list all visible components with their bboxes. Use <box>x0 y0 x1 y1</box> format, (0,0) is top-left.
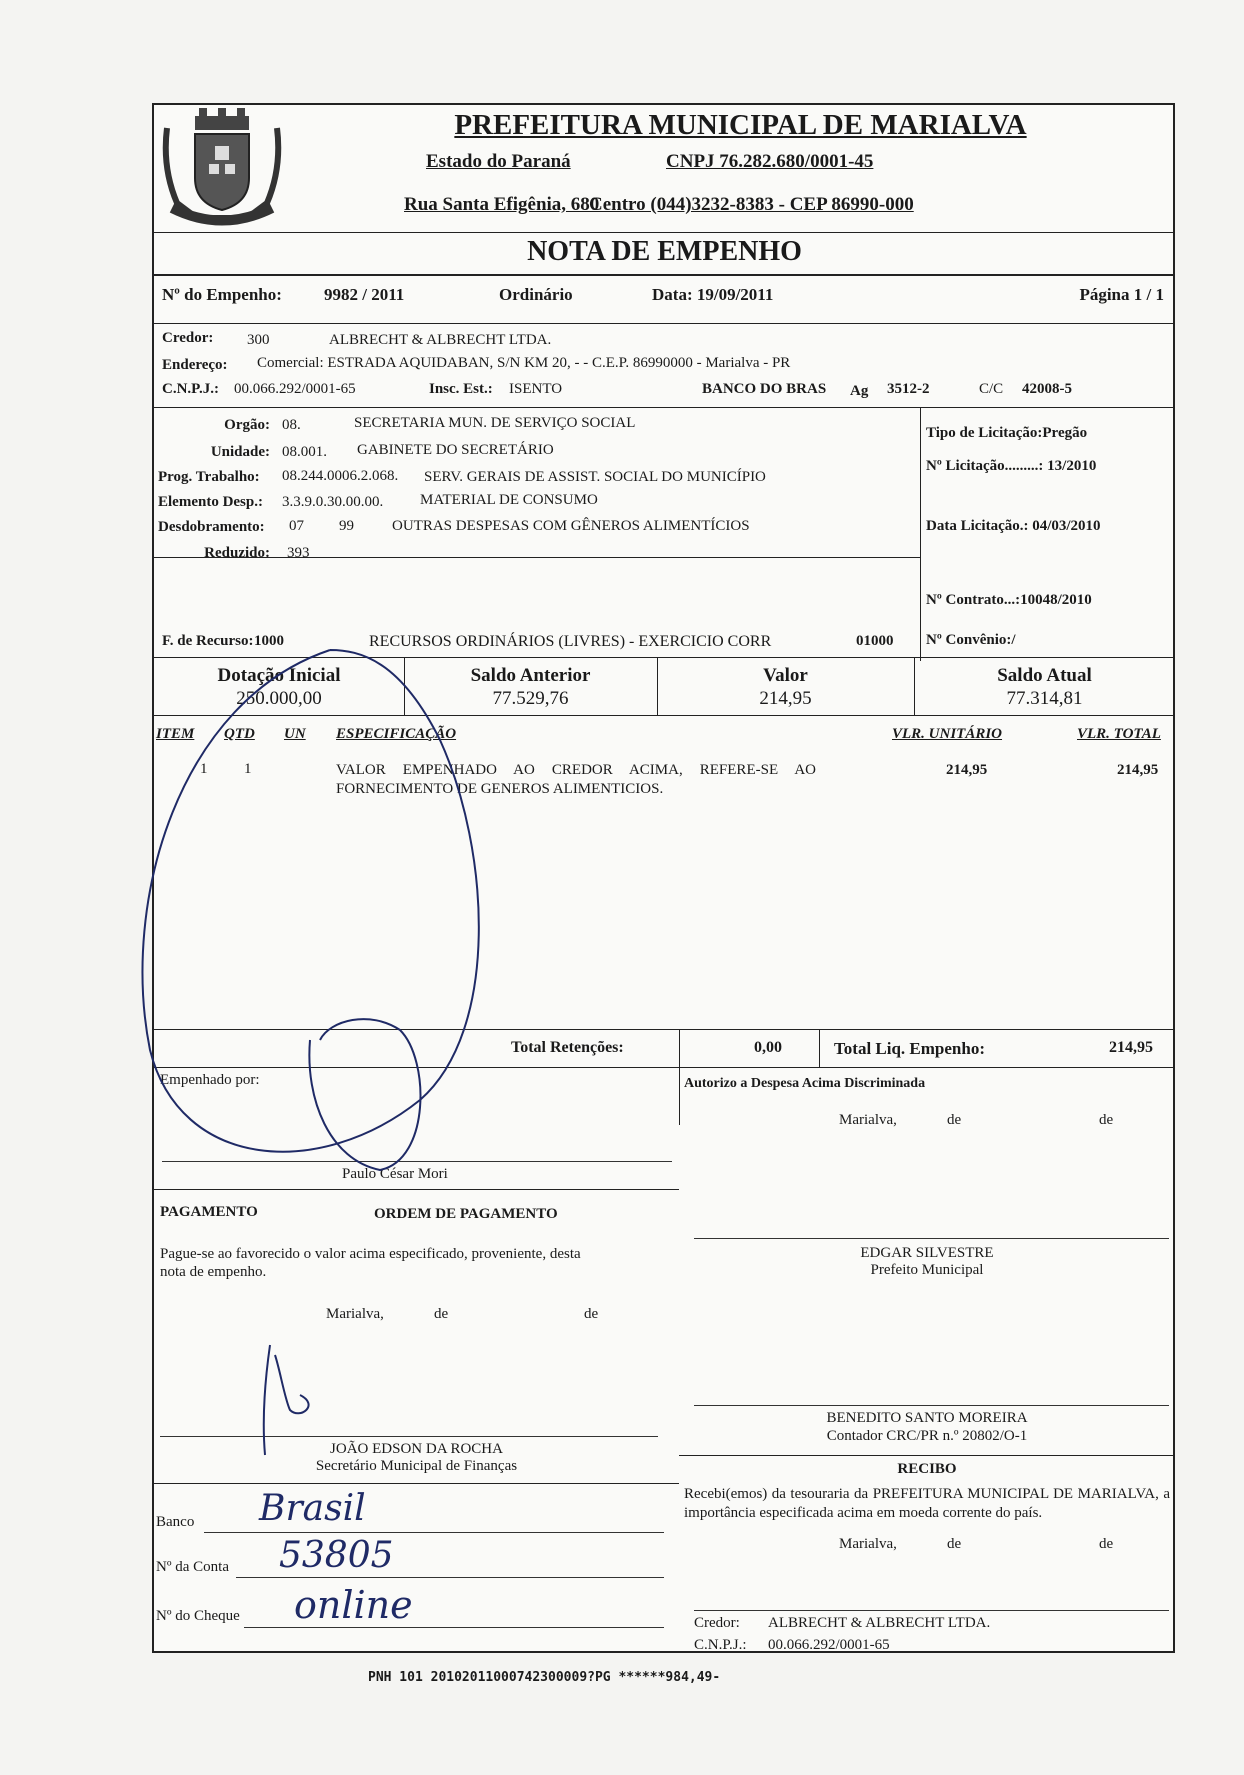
mayor-title: Prefeito Municipal <box>870 1262 984 1278</box>
empenho-date: Data: 19/09/2011 <box>652 285 774 304</box>
licitacao-numero: Nº Licitação.........: 13/2010 <box>926 458 1097 474</box>
col-total-value: VLR. TOTAL <box>1077 726 1161 742</box>
saldo-atual-value: 77.314,81 <box>1006 688 1083 709</box>
desdob-code: 07 <box>289 518 304 534</box>
liquido-value: 214,95 <box>1109 1039 1153 1056</box>
fonte-name: RECURSOS ORDINÁRIOS (LIVRES) - EXERCICIO CORR <box>369 633 772 650</box>
orgao-code: 08. <box>282 417 301 433</box>
empenhado-label: Empenhado por: <box>160 1072 260 1088</box>
autoriza-de1: de <box>947 1112 962 1128</box>
insc-value: ISENTO <box>509 381 563 397</box>
ordem-pagamento-label: ORDEM DE PAGAMENTO <box>374 1206 558 1222</box>
orgao-label: Orgão: <box>224 417 270 433</box>
row-unit-value: 214,95 <box>946 762 988 778</box>
orgao-name: SECRETARIA MUN. DE SERVIÇO SOCIAL <box>354 415 636 431</box>
dotacao-inicial-label: Dotação Inicial <box>217 665 341 686</box>
secretary-name: JOÃO EDSON DA ROCHA <box>330 1441 503 1457</box>
credor-label: Credor: <box>162 330 214 346</box>
desdob-name: OUTRAS DESPESAS COM GÊNEROS ALIMENTÍCIOS <box>392 518 750 534</box>
prog-code: 08.244.0006.2.068. <box>282 468 399 484</box>
recibo-credor-name: ALBRECHT & ALBRECHT LTDA. <box>768 1615 991 1631</box>
empenho-type: Ordinário <box>499 285 573 304</box>
row-total-value: 214,95 <box>1117 762 1159 778</box>
pagamento-de2: de <box>584 1306 599 1322</box>
page-number: Página 1 / 1 <box>1079 285 1164 304</box>
saldo-anterior-label: Saldo Anterior <box>470 665 591 686</box>
retencoes-label: Total Retenções: <box>511 1039 624 1056</box>
pagamento-text: Pague-se ao favorecido o valor acima especificado, proveniente, desta nota de empenho. <box>160 1246 581 1280</box>
licitacao-convenio: Nº Convênio:/ <box>926 632 1016 648</box>
recibo-credor-label: Credor: <box>694 1615 740 1631</box>
row-item: 1 <box>200 761 208 777</box>
row-qtd: 1 <box>244 761 252 777</box>
municipality-contact: Centro (044)3232-8383 - CEP 86990-000 <box>589 194 914 215</box>
pagamento-de1: de <box>434 1306 449 1322</box>
col-un: UN <box>284 726 306 742</box>
footer-code: PNH 101 20102011000742300009?PG ******984,49- <box>368 1670 721 1685</box>
mayor-name: EDGAR SILVESTRE <box>860 1245 994 1261</box>
elemento-label: Elemento Desp.: <box>158 494 263 510</box>
recibo-label: RECIBO <box>897 1461 957 1477</box>
fonte-label: F. de Recurso: <box>162 633 254 649</box>
recibo-place: Marialva, <box>839 1536 897 1552</box>
saldo-atual-label: Saldo Atual <box>997 665 1092 686</box>
unidade-code: 08.001. <box>282 444 327 460</box>
prog-label: Prog. Trabalho: <box>158 469 260 485</box>
licitacao-tipo: Tipo de Licitação:Pregão <box>926 425 1088 441</box>
nota-empenho-form <box>152 103 1175 1653</box>
recibo-text: Recebi(emos) da tesouraria da PREFEITURA MUNICIPAL DE MARIALVA, a importância especificada acima em moeda corrente do país. <box>684 1486 1170 1521</box>
unidade-label: Unidade: <box>210 444 270 460</box>
col-spec: ESPECIFICAÇÃO <box>336 726 457 742</box>
accountant-name: BENEDITO SANTO MOREIRA <box>826 1410 1028 1426</box>
autoriza-de2: de <box>1099 1112 1114 1128</box>
conta-handwritten: 53805 <box>279 1535 394 1576</box>
fonte-code2: 01000 <box>856 633 894 649</box>
col-qtd: QTD <box>224 726 255 742</box>
recibo-cnpj: 00.066.292/0001-65 <box>768 1637 890 1653</box>
state-name: Estado do Paraná <box>426 151 571 172</box>
empenhado-name: Paulo César Mori <box>342 1166 448 1182</box>
recibo-de1: de <box>947 1536 962 1552</box>
row-spec: VALOR EMPENHADO AO CREDOR ACIMA, REFERE-SE AO FORNECIMENTO DE GENEROS ALIMENTICIOS. <box>336 762 816 797</box>
municipality-address: Rua Santa Efigênia, 680 <box>404 194 600 215</box>
pagamento-place: Marialva, <box>326 1306 384 1322</box>
recibo-cnpj-label: C.N.P.J.: <box>694 1637 747 1653</box>
banco-label: Banco <box>156 1514 195 1530</box>
autoriza-label: Autorizo a Despesa Acima Discriminada <box>684 1076 926 1091</box>
desdob-code2: 99 <box>339 518 354 534</box>
reduzido-value: 393 <box>287 545 310 561</box>
accountant-title: Contador CRC/PR n.º 20802/O-1 <box>826 1428 1028 1444</box>
valor-label: Valor <box>763 665 808 686</box>
dotacao-inicial-value: 250.000,00 <box>236 688 322 709</box>
cc-number: 42008-5 <box>1022 381 1072 397</box>
elemento-name: MATERIAL DE CONSUMO <box>420 492 598 508</box>
banco-handwritten: Brasil <box>259 1488 366 1529</box>
desdob-label: Desdobramento: <box>158 519 265 535</box>
cheque-handwritten: online <box>294 1583 413 1627</box>
saldo-anterior-value: 77.529,76 <box>492 688 569 709</box>
municipality-cnpj: CNPJ 76.282.680/0001-45 <box>666 151 874 172</box>
secretary-title: Secretário Municipal de Finanças <box>315 1458 518 1474</box>
retencoes-value: 0,00 <box>754 1039 782 1056</box>
coat-of-arms-logo <box>157 108 287 233</box>
licitacao-contrato: Nº Contrato...:10048/2010 <box>926 592 1092 608</box>
empenho-label: Nº do Empenho: <box>162 285 282 304</box>
credor-name: ALBRECHT & ALBRECHT LTDA. <box>329 332 552 348</box>
conta-label: Nº da Conta <box>156 1559 229 1575</box>
prog-name: SERV. GERAIS DE ASSIST. SOCIAL DO MUNICÍPIO <box>424 469 766 485</box>
credor-code: 300 <box>247 332 270 348</box>
empenho-number: 9982 / 2011 <box>324 285 405 304</box>
cheque-label: Nº do Cheque <box>156 1608 240 1624</box>
col-item: ITEM <box>156 726 195 742</box>
fonte-code: 1000 <box>254 633 284 649</box>
agency-number: 3512-2 <box>887 381 930 397</box>
document-title: NOTA DE EMPENHO <box>527 236 802 267</box>
credor-cnpj: 00.066.292/0001-65 <box>234 381 356 397</box>
unidade-name: GABINETE DO SECRETÁRIO <box>357 442 554 458</box>
municipality-title: PREFEITURA MUNICIPAL DE MARIALVA <box>454 109 1027 141</box>
recibo-de2: de <box>1099 1536 1114 1552</box>
address-label: Endereço: <box>162 357 228 373</box>
col-unit-value: VLR. UNITÁRIO <box>892 726 1003 742</box>
credor-address: Comercial: ESTRADA AQUIDABAN, S/N KM 20, - - C.E.P. 86990000 - Marialva - PR <box>257 355 791 371</box>
insc-label: Insc. Est.: <box>429 381 493 397</box>
bank-name: BANCO DO BRAS <box>702 381 827 397</box>
agency-label: Ag <box>850 383 869 399</box>
licitacao-data: Data Licitação.: 04/03/2010 <box>926 518 1101 534</box>
cc-label: C/C <box>979 381 1004 397</box>
elemento-code: 3.3.9.0.30.00.00. <box>282 494 384 510</box>
pagamento-label: PAGAMENTO <box>160 1204 258 1220</box>
valor-value: 214,95 <box>759 688 812 709</box>
liquido-label: Total Liq. Empenho: <box>834 1039 985 1058</box>
reduzido-label: Reduzido: <box>204 545 270 561</box>
autoriza-place: Marialva, <box>839 1112 897 1128</box>
cnpj-label: C.N.P.J.: <box>162 381 219 397</box>
